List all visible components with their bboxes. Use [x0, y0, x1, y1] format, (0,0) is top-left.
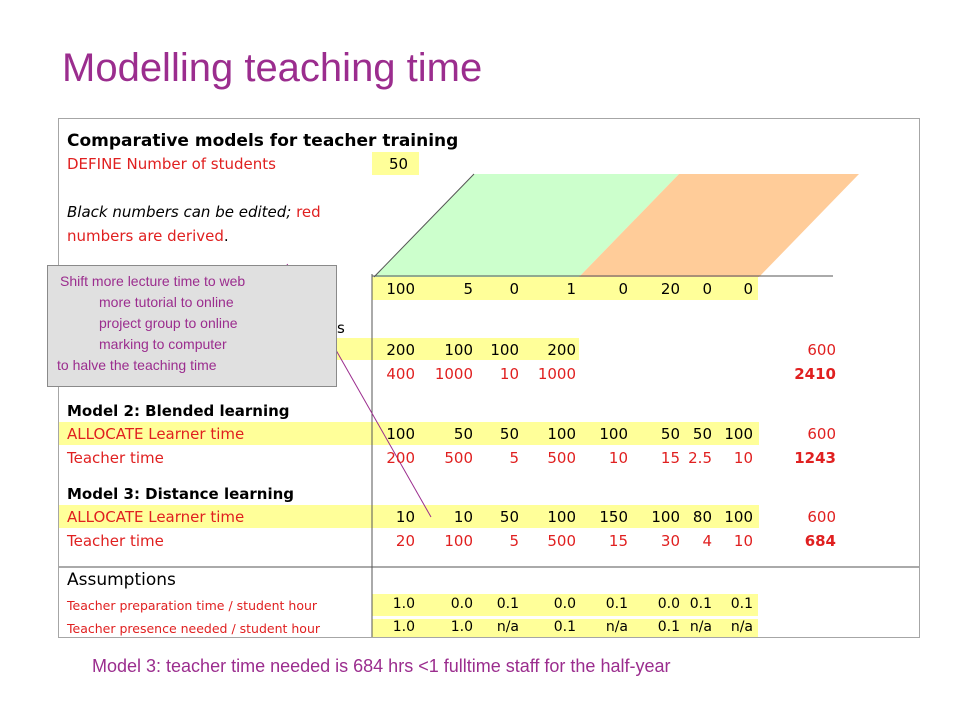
- m3-alloc-cell[interactable]: 50: [499, 508, 519, 526]
- m1-row2-label-fragment: s: [337, 319, 345, 337]
- m1-row1-cell[interactable]: 0: [618, 280, 628, 298]
- m1-row3-total: 2410: [794, 365, 836, 383]
- m3-alloc-cell[interactable]: 80: [692, 508, 712, 526]
- as-prep-cell[interactable]: 0.0: [657, 596, 680, 612]
- assumptions-heading: Assumptions: [67, 570, 176, 590]
- m1-row2-cell[interactable]: 100: [444, 341, 473, 359]
- model3-heading: Model 3: Distance learning: [67, 485, 295, 503]
- model2-heading: Model 2: Blended learning: [67, 402, 290, 420]
- m2-teacher-total: 1243: [794, 449, 836, 467]
- callout-line-3: project group to online: [99, 315, 238, 331]
- m3-alloc-cell[interactable]: 100: [651, 508, 680, 526]
- note-black: Black numbers can be edited;: [67, 203, 292, 221]
- as-prep-cell[interactable]: 0.0: [553, 596, 576, 612]
- as-prep-cell[interactable]: 0.1: [689, 596, 712, 612]
- m1-row2-total: 600: [807, 341, 836, 359]
- as-presence-cell[interactable]: n/a: [730, 619, 753, 635]
- m2-teacher-cell: 10: [733, 449, 753, 467]
- model2-alloc-label: ALLOCATE Learner time: [67, 425, 245, 443]
- as-presence-cell[interactable]: n/a: [496, 619, 519, 635]
- m3-alloc-cell[interactable]: 150: [599, 508, 628, 526]
- m2-alloc-cell[interactable]: 50: [499, 425, 519, 443]
- as-presence-cell[interactable]: 0.1: [553, 619, 576, 635]
- m1-row1-cell[interactable]: 0: [702, 280, 712, 298]
- m1-row1-cell[interactable]: 0: [509, 280, 519, 298]
- callout-line-1: Shift more lecture time to web: [60, 273, 246, 289]
- as-presence-cell[interactable]: n/a: [605, 619, 628, 635]
- model2-teacher-label: Teacher time: [67, 449, 164, 467]
- m1-row2-cell[interactable]: 200: [547, 341, 576, 359]
- model3-alloc-label: ALLOCATE Learner time: [67, 508, 245, 526]
- m3-alloc-total: 600: [807, 508, 836, 526]
- as-prep-cell[interactable]: 1.0: [392, 596, 415, 612]
- m1-row3-cell: 10: [499, 365, 519, 383]
- m1-row1-cell[interactable]: 5: [463, 280, 473, 298]
- as-prep-cell[interactable]: 0.1: [605, 596, 628, 612]
- m1-row3-cell: 400: [386, 365, 415, 383]
- as-prep-cell[interactable]: 0.1: [496, 596, 519, 612]
- m3-teacher-cell: 10: [733, 532, 753, 550]
- m2-alloc-cell[interactable]: 100: [599, 425, 628, 443]
- caption: Model 3: teacher time needed is 684 hrs <1 fulltime staff for the half-year: [92, 656, 671, 676]
- m3-alloc-cell[interactable]: 10: [395, 508, 415, 526]
- m3-teacher-cell: 15: [608, 532, 628, 550]
- m1-row2-cell[interactable]: 200: [386, 341, 415, 359]
- m1-row3-cell: 1000: [434, 365, 473, 383]
- as-presence-cell[interactable]: 0.1: [657, 619, 680, 635]
- m2-alloc-cell[interactable]: 100: [386, 425, 415, 443]
- m3-teacher-cell: 100: [444, 532, 473, 550]
- note-line-1: [67, 203, 321, 221]
- note-line-2: [67, 227, 229, 245]
- m2-teacher-cell: 15: [660, 449, 680, 467]
- as-presence-cell[interactable]: 1.0: [392, 619, 415, 635]
- m3-teacher-total: 684: [804, 532, 836, 550]
- m2-teacher-cell: 500: [547, 449, 576, 467]
- m2-teacher-cell: 5: [509, 449, 519, 467]
- note-red-2: numbers are derived: [67, 227, 224, 245]
- as-prep-cell[interactable]: 0.0: [450, 596, 473, 612]
- callout-line-4: marking to computer: [99, 336, 227, 352]
- m1-row3-cell: 1000: [537, 365, 576, 383]
- assumptions-prep-label: Teacher preparation time / student hour: [67, 598, 318, 613]
- m3-teacher-cell: 5: [509, 532, 519, 550]
- m1-row1-cell[interactable]: 20: [660, 280, 680, 298]
- as-presence-cell[interactable]: n/a: [689, 619, 712, 635]
- m2-teacher-cell: 2.5: [688, 449, 712, 467]
- m3-teacher-cell: 4: [702, 532, 712, 550]
- m1-row2-cell[interactable]: 100: [490, 341, 519, 359]
- m2-alloc-cell[interactable]: 100: [547, 425, 576, 443]
- m3-teacher-cell: 500: [547, 532, 576, 550]
- m3-alloc-cell[interactable]: 100: [724, 508, 753, 526]
- callout-box: [47, 265, 337, 387]
- m2-alloc-total: 600: [807, 425, 836, 443]
- define-label: DEFINE Number of students: [67, 155, 276, 173]
- callout-line-5: to halve the teaching time: [57, 357, 217, 373]
- sheet-heading: Comparative models for teacher training: [67, 131, 459, 151]
- m2-teacher-cell: 200: [386, 449, 415, 467]
- as-prep-cell[interactable]: 0.1: [730, 596, 753, 612]
- m2-alloc-cell[interactable]: 100: [724, 425, 753, 443]
- m2-alloc-cell[interactable]: 50: [453, 425, 473, 443]
- slide-title: Modelling teaching time: [62, 46, 483, 90]
- note-end: .: [223, 227, 229, 245]
- as-presence-cell[interactable]: 1.0: [450, 619, 473, 635]
- model3-teacher-label: Teacher time: [67, 532, 164, 550]
- m1-row1-cell[interactable]: 1: [566, 280, 576, 298]
- note-red-1: red: [291, 203, 321, 221]
- m3-alloc-cell[interactable]: 100: [547, 508, 576, 526]
- m2-teacher-cell: 10: [608, 449, 628, 467]
- m2-teacher-cell: 500: [444, 449, 473, 467]
- m2-alloc-cell[interactable]: 50: [692, 425, 712, 443]
- m1-row1-cell[interactable]: 0: [743, 280, 753, 298]
- m3-teacher-cell: 20: [395, 532, 415, 550]
- callout-line-2: more tutorial to online: [99, 294, 234, 310]
- define-value[interactable]: 50: [389, 155, 409, 173]
- m1-row1-cell[interactable]: 100: [386, 280, 415, 298]
- m3-teacher-cell: 30: [660, 532, 680, 550]
- m3-alloc-cell[interactable]: 10: [453, 508, 473, 526]
- assumptions-presence-label: Teacher presence needed / student hour: [67, 621, 321, 636]
- m2-alloc-cell[interactable]: 50: [660, 425, 680, 443]
